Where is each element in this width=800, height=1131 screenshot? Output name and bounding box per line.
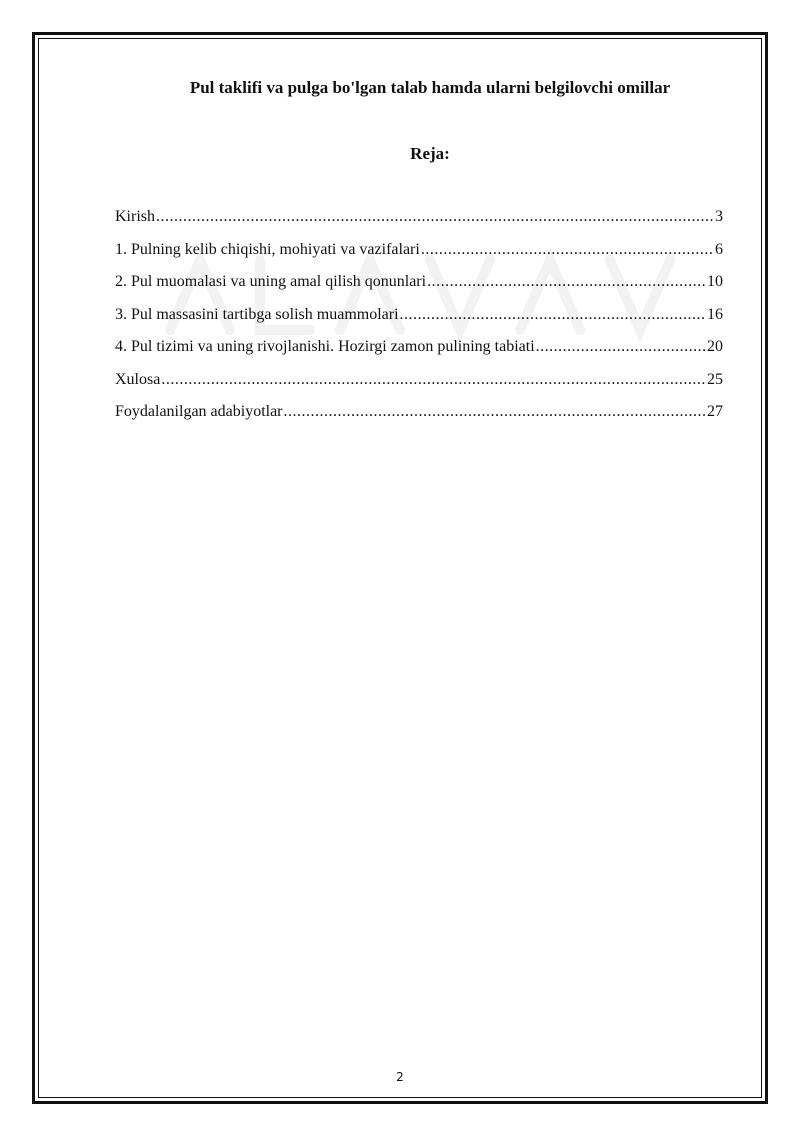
toc-entry-page: 16 [707, 305, 723, 323]
page-border [32, 32, 768, 1104]
toc-entry[interactable] [115, 368, 723, 401]
document-title: Pul taklifi va pulga bo'lgan talab hamda ularni belgilovchi omillar [189, 78, 671, 97]
page-border-inner [38, 38, 762, 1098]
toc-entry[interactable] [115, 400, 723, 433]
toc-entry-label: Xulosa [115, 370, 161, 388]
toc-entry[interactable] [115, 205, 723, 238]
toc-entry-page: 20 [707, 338, 723, 355]
toc-entry[interactable] [115, 335, 723, 368]
toc-entry-page: 27 [707, 403, 723, 420]
toc-entry-label: Foydalanilgan adabiyotlar [115, 403, 283, 420]
toc-dot-leader [161, 368, 706, 392]
toc-dot-leader [284, 400, 706, 424]
toc-dot-leader [156, 205, 714, 229]
toc-entry-label: 1. Pulning kelib chiqishi, mohiyati va vazifalari [115, 240, 420, 258]
page-number: 2 [396, 1070, 404, 1084]
toc-dot-leader [400, 303, 706, 327]
plan-heading: Reja: [410, 144, 450, 163]
toc-entry-page: 25 [707, 370, 723, 388]
toc-dot-leader [536, 335, 706, 359]
toc-entry[interactable] [115, 238, 723, 271]
toc-entry-label: 4. Pul tizimi va uning rivojlanishi. Hozirgi zamon pulining tabiati [115, 338, 535, 355]
toc-dot-leader [427, 270, 706, 294]
toc-entry-label: Kirish [115, 208, 155, 225]
toc-entry[interactable] [115, 303, 723, 336]
table-of-contents [115, 205, 723, 433]
toc-entry-page: 6 [715, 240, 723, 258]
toc-entry-page: 10 [707, 273, 723, 290]
toc-entry-label: 2. Pul muomalasi va uning amal qilish qonunlari [115, 273, 427, 290]
toc-entry-label: 3. Pul massasini tartibga solish muammolari [115, 305, 399, 323]
toc-entry[interactable] [115, 270, 723, 303]
toc-entry-page: 3 [715, 208, 723, 225]
toc-dot-leader [421, 238, 714, 262]
